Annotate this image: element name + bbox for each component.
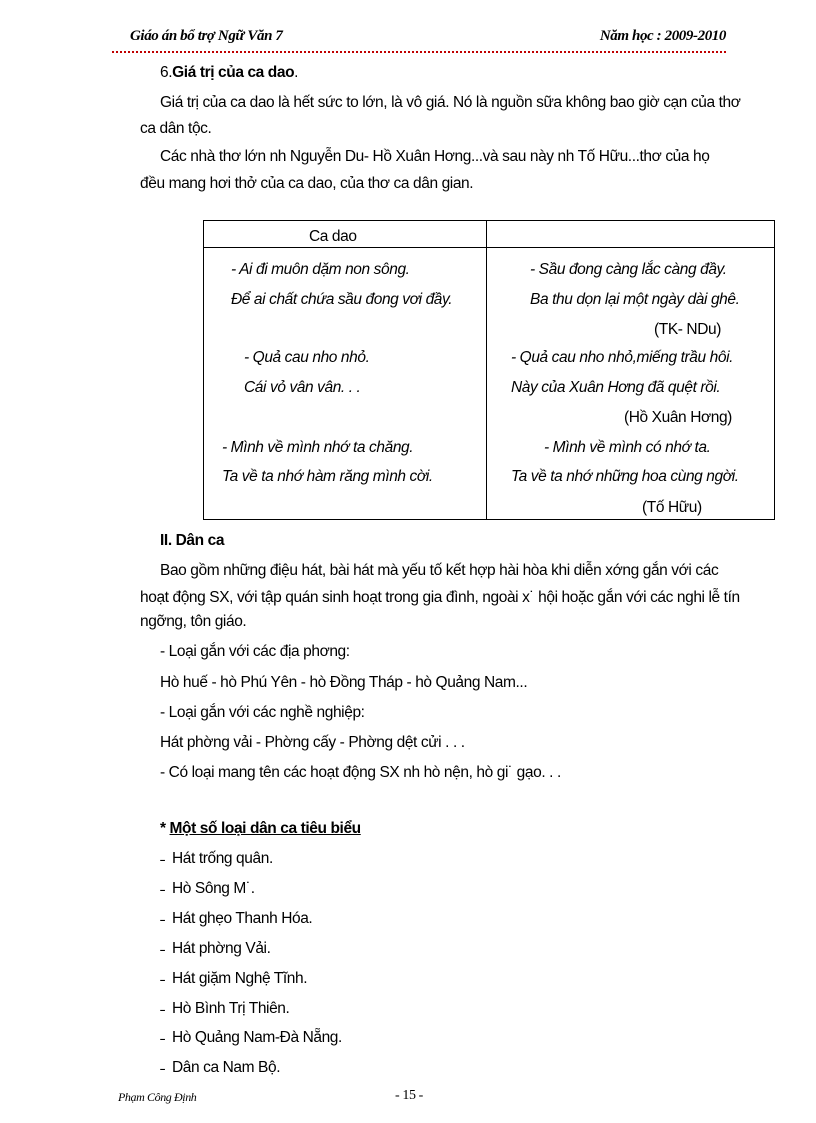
table-right-attribution: (Tố Hữu) — [642, 499, 702, 516]
list-item-text: Hò Quảng Nam-Đà Nẵng. — [172, 1029, 342, 1046]
list-item-text: Hát phờng Vải. — [172, 940, 271, 957]
list-item — [160, 910, 312, 928]
header-title: Giáo án bổ trợ Ngữ Văn 7 — [130, 28, 283, 44]
section-6-title: Giá trị của ca dao — [172, 64, 295, 81]
table-right-line: - Mình về mình có nhớ ta. — [544, 439, 711, 456]
list-item — [160, 880, 255, 898]
footer-author: Phạm Công Định — [118, 1090, 197, 1104]
list-item — [160, 940, 271, 958]
list-item — [160, 850, 273, 868]
table-left-line: - Ai đi muôn dặm non sông. — [231, 261, 410, 278]
section-6-number: 6. — [160, 64, 173, 81]
list-item — [160, 1059, 280, 1077]
table-left-line: Cái vỏ vân vân. . . — [244, 379, 361, 396]
bullet-mark: ˗ — [160, 850, 165, 867]
table-header-divider — [204, 247, 774, 248]
table-right-attribution: (TK- NDu) — [654, 321, 722, 338]
list-item-text: Hát giặm Nghệ Tĩnh. — [172, 970, 308, 987]
section-6-para2-line2: đều mang hơi thở của ca dao, của thơ ca dân gian. — [140, 175, 474, 192]
section-6-title-end: . — [294, 64, 299, 81]
table-right-line: Ba thu dọn lại một ngày dài ghê. — [530, 291, 740, 308]
list-item-text: Hát ghẹo Thanh Hóa. — [172, 910, 313, 927]
table-right-line: - Quả cau nho nhỏ,miếng trầu hôi. — [511, 349, 734, 366]
section-II-item: - Loại gắn với các nghề nghiệp: — [160, 704, 365, 721]
table-right-line: Này của Xuân Hơng đã quệt rồi. — [511, 379, 721, 396]
section-II-para-line3: ngỡng, tôn giáo. — [140, 613, 247, 630]
section-6-para1-line1: Giá trị của ca dao là hết sức to lớn, là vô giá. Nó là nguồn sữa không bao giờ cạn của thơ — [160, 94, 741, 111]
page-header — [112, 28, 726, 58]
table-left-line: - Mình về mình nhớ ta chăng. — [222, 439, 414, 456]
typical-folk-songs-heading — [160, 820, 361, 838]
table-left-line: Để ai chất chứa sầu đong vơi đầy. — [231, 291, 453, 308]
list-item-text: Hát trống quân. — [172, 850, 273, 867]
section-6-para1-line2: ca dân tộc. — [140, 120, 212, 137]
list-item — [160, 1000, 289, 1018]
list-item — [160, 970, 307, 988]
typical-folk-songs-title: Một số loại dân ca tiêu biểu — [169, 820, 361, 837]
section-II-para-line1: Bao gồm những điệu hát, bài hát mà yếu tố kết hợp hài hòa khi diễn xớng gắn với các — [160, 562, 719, 579]
list-item-text: Hò Sông M˙. — [172, 880, 255, 897]
section-II-item: - Loại gắn với các địa phơng: — [160, 643, 350, 660]
bullet-mark: ˗ — [160, 1000, 165, 1017]
bullet-mark: ˗ — [160, 1059, 165, 1076]
list-item-text: Dân ca Nam Bộ. — [172, 1059, 281, 1076]
table-right-line: - Sầu đong càng lắc càng đầy. — [530, 261, 727, 278]
bullet-mark: ˗ — [160, 910, 165, 927]
section-II-item: Hò huế - hò Phú Yên - hò Đồng Tháp - hò Quảng Nam... — [160, 674, 528, 691]
table-column-divider — [486, 221, 487, 519]
comparison-table — [203, 220, 775, 520]
table-left-line: Ta về ta nhớ hàm răng mình cời. — [222, 468, 433, 485]
table-right-line: Ta về ta nhớ những hoa cùng ngời. — [511, 468, 739, 485]
table-header-ca-dao: Ca dao — [309, 228, 357, 245]
bullet-mark: ˗ — [160, 940, 165, 957]
section-II-title: II. Dân ca — [160, 532, 225, 549]
header-school-year: Năm học : 2009-2010 — [599, 28, 726, 44]
table-left-line: - Quả cau nho nhỏ. — [244, 349, 370, 366]
section-6-heading — [160, 64, 298, 82]
header-divider — [112, 51, 726, 53]
footer-page-number: - 15 - — [395, 1088, 423, 1103]
bullet-mark: ˗ — [160, 880, 165, 897]
list-item — [160, 1029, 342, 1047]
section-II-item: - Có loại mang tên các hoạt động SX nh hò nện, hò gi˙ gạo. . . — [160, 764, 561, 781]
section-II-para-line2: hoạt động SX, với tập quán sinh hoạt trong gia đình, ngoài x˙ hội hoặc gắn với các nghi lễ tín — [140, 589, 740, 606]
heading-star: * — [160, 820, 170, 837]
bullet-mark: ˗ — [160, 970, 165, 987]
section-II-item: Hát phờng vải - Phờng cấy - Phờng dệt cửi . . . — [160, 734, 465, 751]
section-6-para2-line1: Các nhà thơ lớn nh Nguyễn Du- Hồ Xuân Hơng...và sau này nh Tố Hữu...thơ của họ — [160, 148, 710, 165]
bullet-mark: ˗ — [160, 1029, 165, 1046]
table-right-attribution: (Hồ Xuân Hơng) — [624, 409, 732, 426]
list-item-text: Hò Bình Trị Thiên. — [172, 1000, 290, 1017]
